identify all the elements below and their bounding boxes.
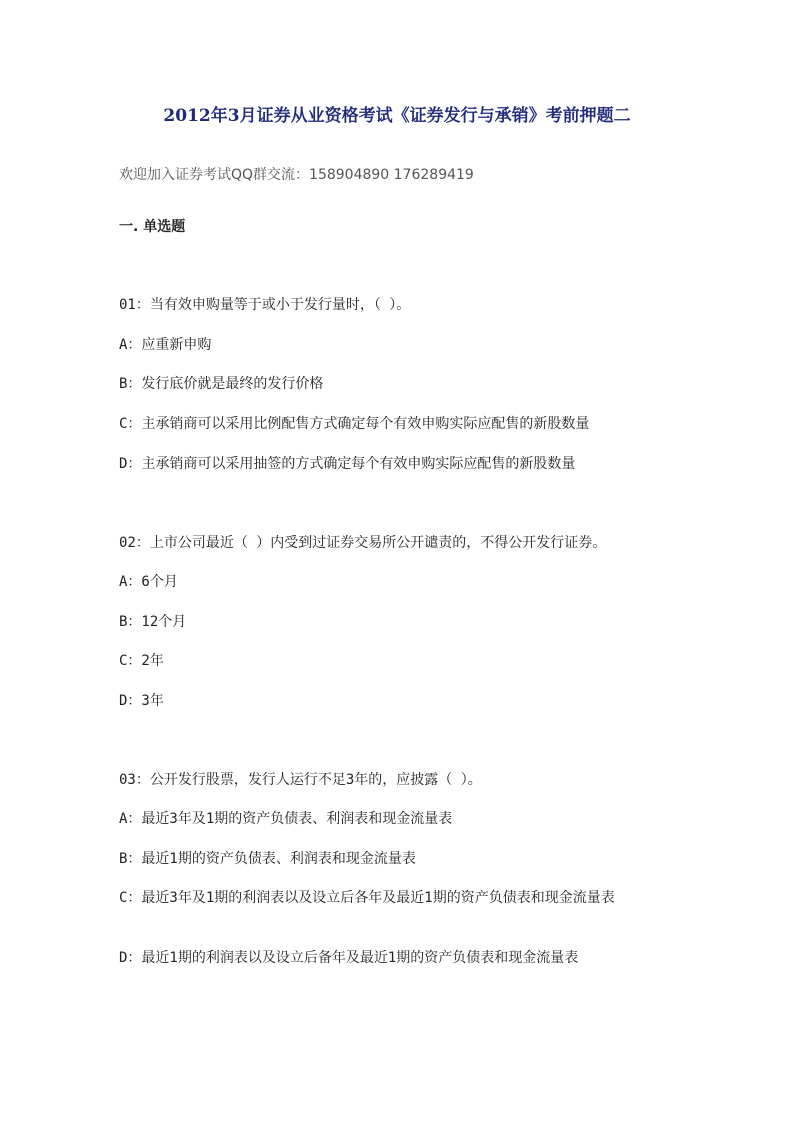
- qq-group-notice: 欢迎加入证券考试QQ群交流：158904890 176289419: [119, 167, 474, 183]
- question-3-stem: 03：公开发行股票，发行人运行不足3年的，应披露（ ）。: [119, 772, 482, 788]
- question-2-option-d: D：3年: [119, 693, 164, 709]
- question-2-option-b: B：12个月: [119, 614, 187, 630]
- question-1-option-d: D：主承销商可以采用抽签的方式确定每个有效申购实际应配售的新股数量: [119, 456, 576, 472]
- question-1-option-b: B：发行底价就是最终的发行价格: [119, 376, 324, 392]
- question-3-option-a: A：最近3年及1期的资产负债表、利润表和现金流量表: [119, 811, 453, 827]
- question-3-option-c: C：最近3年及1期的利润表以及设立后各年及最近1期的资产负债表和现金流量表: [119, 890, 615, 906]
- question-3-option-b: B：最近1期的资产负债表、利润表和现金流量表: [119, 851, 416, 867]
- page-title: 2012年3月证券从业资格考试《证券发行与承销》考前押题二: [163, 106, 631, 126]
- question-3-option-d: D：最近1期的利润表以及设立后备年及最近1期的资产负债表和现金流量表: [119, 950, 579, 966]
- question-2-option-a: A：6个月: [119, 574, 178, 590]
- question-1-option-a: A：应重新申购: [119, 337, 212, 353]
- question-2-stem: 02：上市公司最近（ ）内受到过证券交易所公开谴责的，不得公开发行证券。: [119, 535, 607, 551]
- question-2-option-c: C：2年: [119, 653, 164, 669]
- question-1-option-c: C：主承销商可以采用比例配售方式确定每个有效申购实际应配售的新股数量: [119, 416, 590, 432]
- section-heading: 一. 单选题: [119, 219, 186, 235]
- question-1-stem: 01：当有效申购量等于或小于发行量时，（ ）。: [119, 297, 411, 313]
